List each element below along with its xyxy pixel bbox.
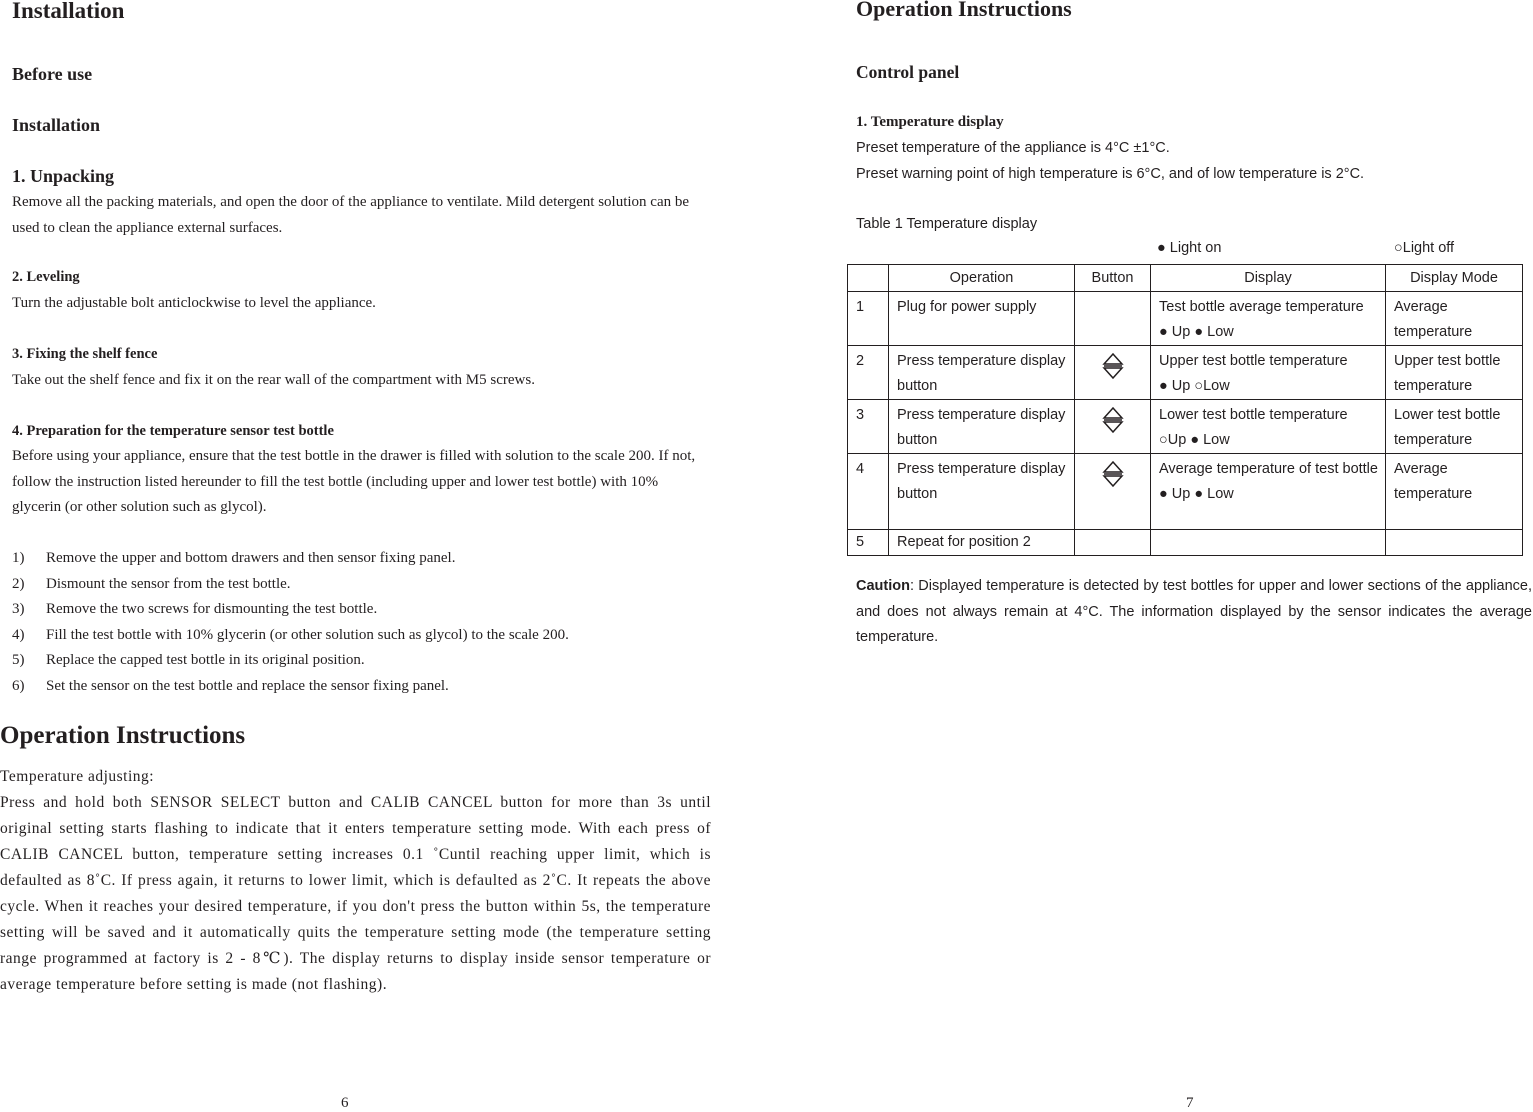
- preset-warning-text: Preset warning point of high temperature is 6°C, and of low temperature is 2°C.: [856, 166, 1365, 182]
- light-indicators: ○Up ● Low: [1159, 432, 1230, 448]
- table-header: [848, 265, 889, 292]
- up-down-arrow-icon: [1102, 352, 1124, 380]
- table-header-row: [848, 265, 1523, 292]
- table-row: [848, 292, 1523, 346]
- table-header: Display Mode: [1386, 265, 1523, 292]
- row-button: [1075, 400, 1151, 454]
- table-row: [848, 454, 1523, 530]
- list-item: 5) Replace the capped test bottle in its original position.: [12, 652, 365, 669]
- row-operation: Press temperature display button: [889, 346, 1075, 400]
- row-mode: Upper test bottle temperature: [1386, 346, 1523, 400]
- row-operation: Repeat for position 2: [889, 530, 1075, 556]
- unpacking-text: Remove all the packing materials, and open the door of the appliance to ventilate. Mild detergent solution can be used to clean the appliance external surfaces.: [12, 194, 690, 236]
- table-caption: Table 1 Temperature display: [856, 216, 1038, 232]
- shelf-fence-heading: 3. Fixing the shelf fence: [12, 346, 158, 362]
- list-item: 6) Set the sensor on the test bottle and replace the sensor fixing panel.: [12, 677, 449, 694]
- row-display: Lower test bottle temperature ○Up ● Low: [1151, 400, 1386, 454]
- row-display: Test bottle average temperature ● Up ● Low: [1151, 292, 1386, 346]
- page-title: Installation: [12, 0, 125, 23]
- temperature-display-table: [847, 264, 1523, 556]
- caution-note: [856, 574, 1532, 651]
- temperature-adjusting-section: [0, 764, 711, 998]
- row-button: [1075, 292, 1151, 346]
- temperature-adjusting-text: Press and hold both SENSOR SELECT button and CALIB CANCEL button for more than 3s until original setting starts flashing to indicate that it enters temperature setting mode. With each press of CALIB CANCEL button, temperature setting increases 0.1 ˚Cuntil reaching upper limit, which is defaulted as 8˚C. If press again, it returns to lower limit, which is defaulted as 2˚C. It repeats the above cycle. When it reaches your desired temperature, if you don't press the button within 5s, the temperature setting will be saved and it automatically quits the temperature setting mode (the temperature setting range programmed at factory is 2 - 8℃). The display returns to display inside sensor temperature or average temperature before setting is made (not flashing).: [0, 794, 711, 993]
- temperature-adjusting-label: Temperature adjusting:: [0, 768, 155, 785]
- row-button: [1075, 454, 1151, 530]
- temperature-display-heading: 1. Temperature display: [856, 114, 1004, 130]
- row-operation: Press temperature display button: [889, 400, 1075, 454]
- row-mode: Lower test bottle temperature: [1386, 400, 1523, 454]
- list-item: 4) Fill the test bottle with 10% glycerin (or other solution such as glycol) to the scale 200.: [12, 626, 569, 643]
- row-number: 4: [848, 454, 889, 530]
- right-page-title: Operation Instructions: [856, 0, 1072, 21]
- row-number: 3: [848, 400, 889, 454]
- up-down-arrow-icon: [1102, 406, 1124, 434]
- caution-text: : Displayed temperature is detected by test bottles for upper and lower sections of the appliance, and does not always remain at 4°C. The information displayed by the sensor indicates the average temperature.: [856, 578, 1532, 645]
- row-display: [1151, 530, 1386, 556]
- shelf-fence-text: Take out the shelf fence and fix it on the rear wall of the compartment with M5 screws.: [12, 372, 535, 388]
- row-operation: Press temperature display button: [889, 454, 1075, 530]
- row-display: Upper test bottle temperature ● Up ○Low: [1151, 346, 1386, 400]
- table-row: [848, 530, 1523, 556]
- table-header: Button: [1075, 265, 1151, 292]
- caution-label: Caution: [856, 578, 910, 594]
- legend-light-on: ● Light on: [1157, 240, 1222, 256]
- table-row: [848, 346, 1523, 400]
- light-indicators: ● Up ● Low: [1159, 486, 1234, 502]
- table-row: [848, 400, 1523, 454]
- row-button: [1075, 346, 1151, 400]
- row-number: 2: [848, 346, 889, 400]
- list-item: 3) Remove the two screws for dismounting the test bottle.: [12, 601, 378, 618]
- light-indicators: ● Up ○Low: [1159, 378, 1230, 394]
- row-operation: Plug for power supply: [889, 292, 1075, 346]
- list-item: 1) Remove the upper and bottom drawers and then sensor fixing panel.: [12, 550, 456, 566]
- sensor-prep-heading: 4. Preparation for the temperature sensor test bottle: [12, 423, 334, 439]
- list-item: 2) Dismount the sensor from the test bottle.: [12, 575, 291, 592]
- row-display: Average temperature of test bottle ● Up ● Low: [1151, 454, 1386, 530]
- before-use-heading: Before use: [12, 64, 93, 84]
- operation-instructions-heading: Operation Instructions: [0, 722, 246, 749]
- table-header: Operation: [889, 265, 1075, 292]
- legend-light-off: ○Light off: [1394, 240, 1455, 256]
- steps-list: [12, 546, 569, 700]
- row-button: [1075, 530, 1151, 556]
- row-mode: Average temperature: [1386, 454, 1523, 530]
- unpacking-heading: 1. Unpacking: [12, 166, 115, 186]
- leveling-heading: 2. Leveling: [12, 269, 80, 285]
- installation-heading: Installation: [12, 115, 101, 135]
- row-mode: [1386, 530, 1523, 556]
- table-header: Display: [1151, 265, 1386, 292]
- row-number: 5: [848, 530, 889, 556]
- row-mode: Average temperature: [1386, 292, 1523, 346]
- light-indicators: ● Up ● Low: [1159, 324, 1234, 340]
- control-panel-heading: Control panel: [856, 62, 960, 82]
- sensor-prep-text: Before using your appliance, ensure that the test bottle in the drawer is filled with solution to the scale 200. If not, follow the instruction listed hereunder to fill the test bottle (including upper and lower test bottle) with 10% glycerin (or other solution such as glycol).: [12, 448, 696, 515]
- preset-temperature-text: Preset temperature of the appliance is 4°C ±1°C.: [856, 140, 1170, 156]
- leveling-text: Turn the adjustable bolt anticlockwise to level the appliance.: [12, 295, 376, 311]
- up-down-arrow-icon: [1102, 460, 1124, 488]
- page-number-left: 6: [341, 1095, 349, 1111]
- row-number: 1: [848, 292, 889, 346]
- page-number-right: 7: [1186, 1095, 1194, 1111]
